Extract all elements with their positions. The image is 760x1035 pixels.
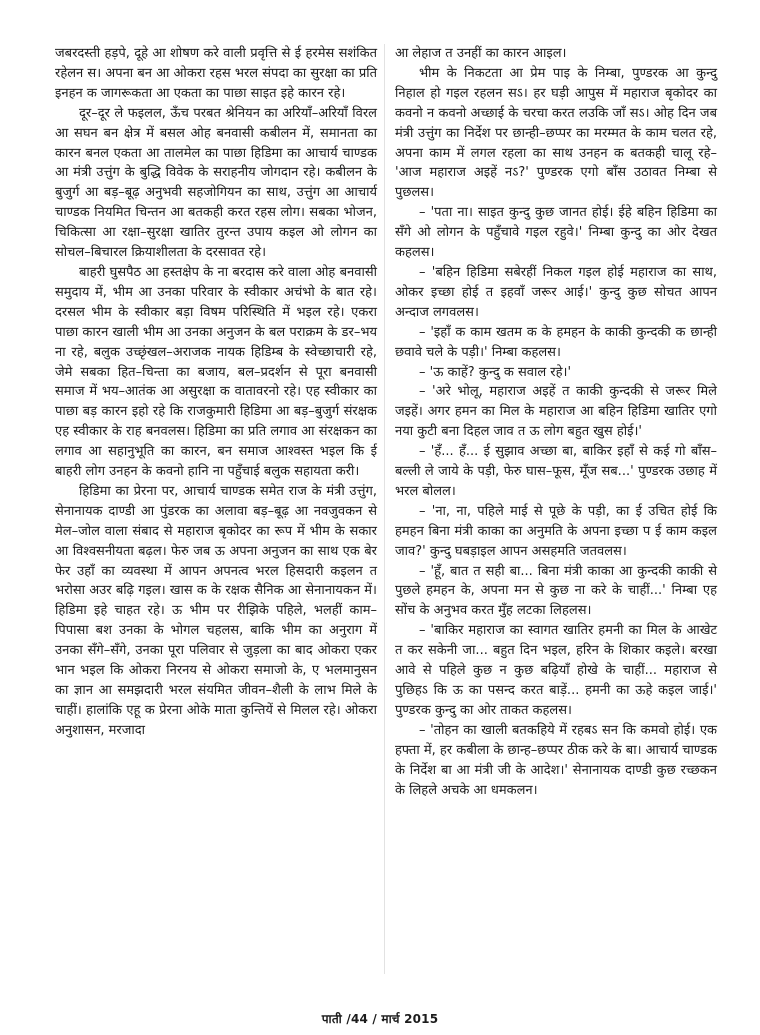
dialogue-paragraph: – 'बहिन हिडिमा सबेरहीं निकल गइल होई महाराज का साथ, ओकर इच्छा होई त इहवाँ जरूर आई।' कुन्दु कुछ सोचत आपन अन्दाज लगवलस। [395, 264, 717, 320]
left-column [55, 44, 377, 741]
paragraph: भीम के निकटता आ प्रेम पाइ के निम्बा, पुण्डरक आ कुन्दु निहाल हो गइल रहलन सऽ। हर घड़ी आपुस में महाराज बृकोदर का कवनो न कवनो अच्छाई के चरचा करत लउकि जाँ सऽ। ओह दिन जब मंत्री उत्तुंग का निर्देश पर छान्ही–छप्पर का मरम्मत के काम चलत रहे, अपना काम में लगल रहला का साथ उनहन क बतकही चालू रहे– 'आज महाराज अइहें नऽ?' पुण्डरक एगो बाँस उठावत निम्बा से पुछलस। [395, 65, 717, 201]
dialogue-paragraph: – 'तोहन का खाली बतकहिये में रहबऽ सन कि कमवो होई। एक हफ्ता में, हर कबीला के छान्ह–छप्पर ठीक करे के बा। आचार्य चाण्डक के निर्देश बा आ मंत्री जी के आदेश।' सेनानायक दाण्डी कुछ रच्छकन के लिहले अचके आ धमकलन। [395, 722, 717, 798]
paragraph: दूर–दूर ले फइलल, ऊँच परबत श्रेनियन का अरियाँ–अरियाँ विरल आ सघन बन क्षेत्र में बसल ओह बनवासी कबीलन में, समानता का कारन बनल एकता आ तालमेल का पाछा हिडिमा का आचार्य चाण्डक आ मंत्री उत्तुंग के बुद्धि विवेक के सराहनीय जोगदान रहे। कबीलन के बुजुर्ग आ बड़–बूढ़ अनुभवी सहजोगियन का साथ, उत्तुंग आ आचार्य चाण्डक नियमित चिन्तन आ बतकही करत रहस लोग। सबका भोजन, चिकित्सा आ रक्षा–सुरक्षा खातिर तुरन्त उपाय कइल ओ लोगन का सोचल–बिचारल क्रियाशीलता के दरसावत रहे। [55, 105, 377, 261]
paragraph: हिडिमा का प्रेरना पर, आचार्य चाण्डक समेत राज के मंत्री उत्तुंग, सेनानायक दाण्डी आ पुंडरक का अलावा बड़–बूढ़ आ नवजुवकन से मेल–जोल वाला संबाद से महाराज बृकोदर का रूप में भीम के सकार आ विश्वसनीयता बढ़ल। फेरु जब ऊ अपना अनुजन का साथ एक बेर फेर उहाँ का व्यवस्था में आपन अपनत्व भरल हिसदारी कइलन त भरोसा अउर बढ़ि गइल। खास क के रक्षक सैनिक आ सेनानायकन में। हिडिमा इहे चाहत रहे। ऊ भीम पर रीझिके पहिले, भलहीं काम–पिपासा बश उनका के भोगल चहलस, बाकि भीम का अनुराग में उनका सँगे–सँगे, उनका पूरा पलिवार से जुड़ला का बाद ओकरा एकर भान भइल कि ओकरा निरनय से ओकरा समाजो के, ए भलमानुसन का ज्ञान आ समझदारी भरल संयमित जीवन–शैली के लाभ मिले के चाहीं। हालांकि एहू क प्रेरना ओके माता कुन्तियें से मिलल रहे। ओकरा अनुशासन, मरजादा [55, 483, 377, 738]
page-footer: पाती /44 / मार्च 2015 [321, 1012, 439, 1026]
dialogue-paragraph: – 'ना, ना, पहिले माई से पूछे के पड़ी, का ई उचित होई कि हमहन बिना मंत्री काका का अनुमति के अपना इच्छा प ई काम कइल जाव?' कुन्दु घबड़ाइल आपन असहमति जतवलस। [395, 503, 717, 559]
paragraph: आ लेहाज त उनहीं का कारन आइल। [395, 46, 567, 61]
dialogue-paragraph: – 'हूँ, बात त सही बा... बिना मंत्री काका आ कुन्दकी काकी से पुछले हमहन के, अपना मन से कुछ ना करे के चाहीं...' निम्बा एह सोंच के अनुभव करत मुँह लटका लिहलस। [395, 563, 717, 619]
dialogue-paragraph: – 'अरे भोलू, महाराज अइहें त काकी कुन्दकी से जरूर मिले जइहें। अगर हमन का मिल के महाराज आ बहिन हिडिमा खातिर एगो नया कुटी बना दिहल जाव त ऊ लोग बहुत खुस होई।' [395, 384, 717, 440]
paragraph: बाहरी घुसपैठ आ हस्तक्षेप के ना बरदास करे वाला ओह बनवासी समुदाय में, भीम आ उनका परिवार के स्वीकार अचंभो के बात रहे। दरसल भीम के स्वीकार बड़ा विषम परिस्थिति में भइल रहे। एकरा पाछा कारन खाली भीम आ उनका अनुजन के बल पराक्रम के डर–भय ना रहे, बलुक उच्छृंखल–अराजक नायक हिडिम्ब के स्वेच्छाचारी रहे, जेमे सबका हित–चिन्ता का बजाय, बल–प्रदर्शन से पूरा बनवासी समाज में भय–आतंक आ असुरक्षा क वातावरनो रहे। एह स्वीकार का पाछा बड़ कारन इहो रहे कि राजकुमारी हिडिमा आ बड़–बुजुर्ग संरक्षक एह स्वीकार के राह बनवलस। हिडिमा का प्रति लगाव आ संरक्षकन का लगाव आ सहानुभूति का कारन, बन समाज आश्वस्त भइल कि ई बाहरी लोग उनहन के कवनो हानि ना पहुँचाई बलुक सहायता करी। [55, 264, 377, 480]
right-column [395, 44, 717, 800]
dialogue-paragraph: – 'इहाँ क काम खतम क के हमहन के काकी कुन्दकी क छान्ही छवावे चले के पड़ी।' निम्बा कहलस। [395, 324, 717, 360]
dialogue-paragraph: – 'हँ... हँ... ई सुझाव अच्छा बा, बाकिर इहाँ से कई गो बाँस–बल्ली ले जाये के पड़ी, फेरु घास–फूस, मूँज सब...' पुण्डरक उछाह में भरल बोलल। [395, 444, 717, 499]
column-divider [384, 44, 385, 974]
paragraph: जबरदस्ती हड़पे, दूहे आ शोषण करे वाली प्रवृत्ति से ई हरमेस सशंकित रहेलन स। अपना बन आ ओकरा रहस भरल संपदा का सुरक्षा का प्रति इनहन क जागरूकता आ एकता का पाछा साइत इहे कारन रहे। [55, 46, 377, 101]
dialogue-paragraph: – 'बाकिर महाराज का स्वागत खातिर हमनी का मिल के आखेट त कर सकेनी जा... बहुत दिन भइल, हरिन के शिकार कइले। बरखा आवे से पहिले कुछ न कुछ बढ़ियाँ होखे के चाहीं... महाराज से पुछिहऽ कि ऊ का पसन्द करत बाड़ें... हमनी का ऊहे कइल जाई।' पुण्डरक कुन्दु का ओर ताकत कहलस। [395, 623, 717, 718]
dialogue-paragraph: – 'पता ना। साइत कुन्दु कुछ जानत होई। ईहे बहिन हिडिमा का सँगे ओ लोगन के पहुँचावे गइल रहुवे।' निम्बा कुन्दु का ओर देखत कहलस। [395, 205, 717, 261]
dialogue-paragraph: – 'ऊ काहें? कुन्दु क सवाल रहे।' [419, 364, 572, 380]
